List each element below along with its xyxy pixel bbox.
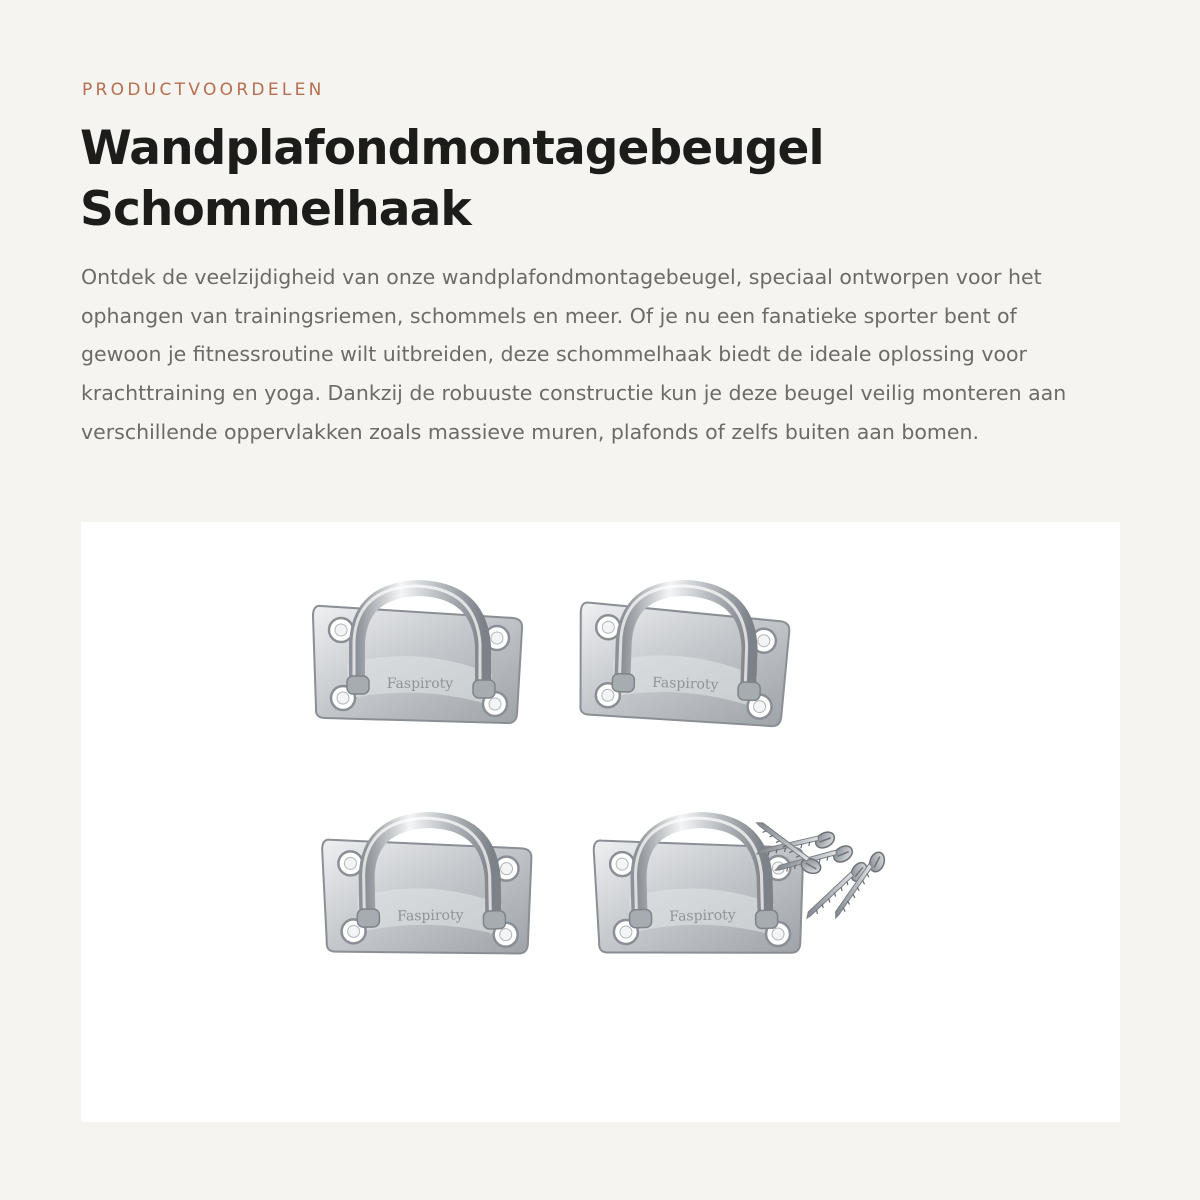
page-title: Wandplafondmontagebeugel Schommelhaak: [80, 121, 824, 237]
product-image: [81, 522, 1120, 1122]
eyebrow-label: PRODUCTVOORDELEN: [82, 80, 325, 100]
product-description: Ontdek de veelzijdigheid van onze wandplafondmontagebeugel, speciaal ontworpen voor het ophangen van trainingsriemen, schommels en meer. Of je nu een fanatieke sporter bent of gewoon je fitnessroutine wilt uitbreiden, deze schommelhaak biedt de ideale oplossing voor krachttraining en yoga. Dankzij de robuuste constructie kun je deze beugel veilig monteren aan verschillende oppervlakken zoals massieve muren, plafonds of zelfs buiten aan bomen.: [81, 265, 1067, 444]
bracket-bottom-left: [322, 816, 533, 957]
bracket-top-left: [313, 586, 522, 723]
product-photo-illustration: Faspiroty: [81, 522, 1120, 1122]
bracket-top-right: [577, 582, 791, 726]
